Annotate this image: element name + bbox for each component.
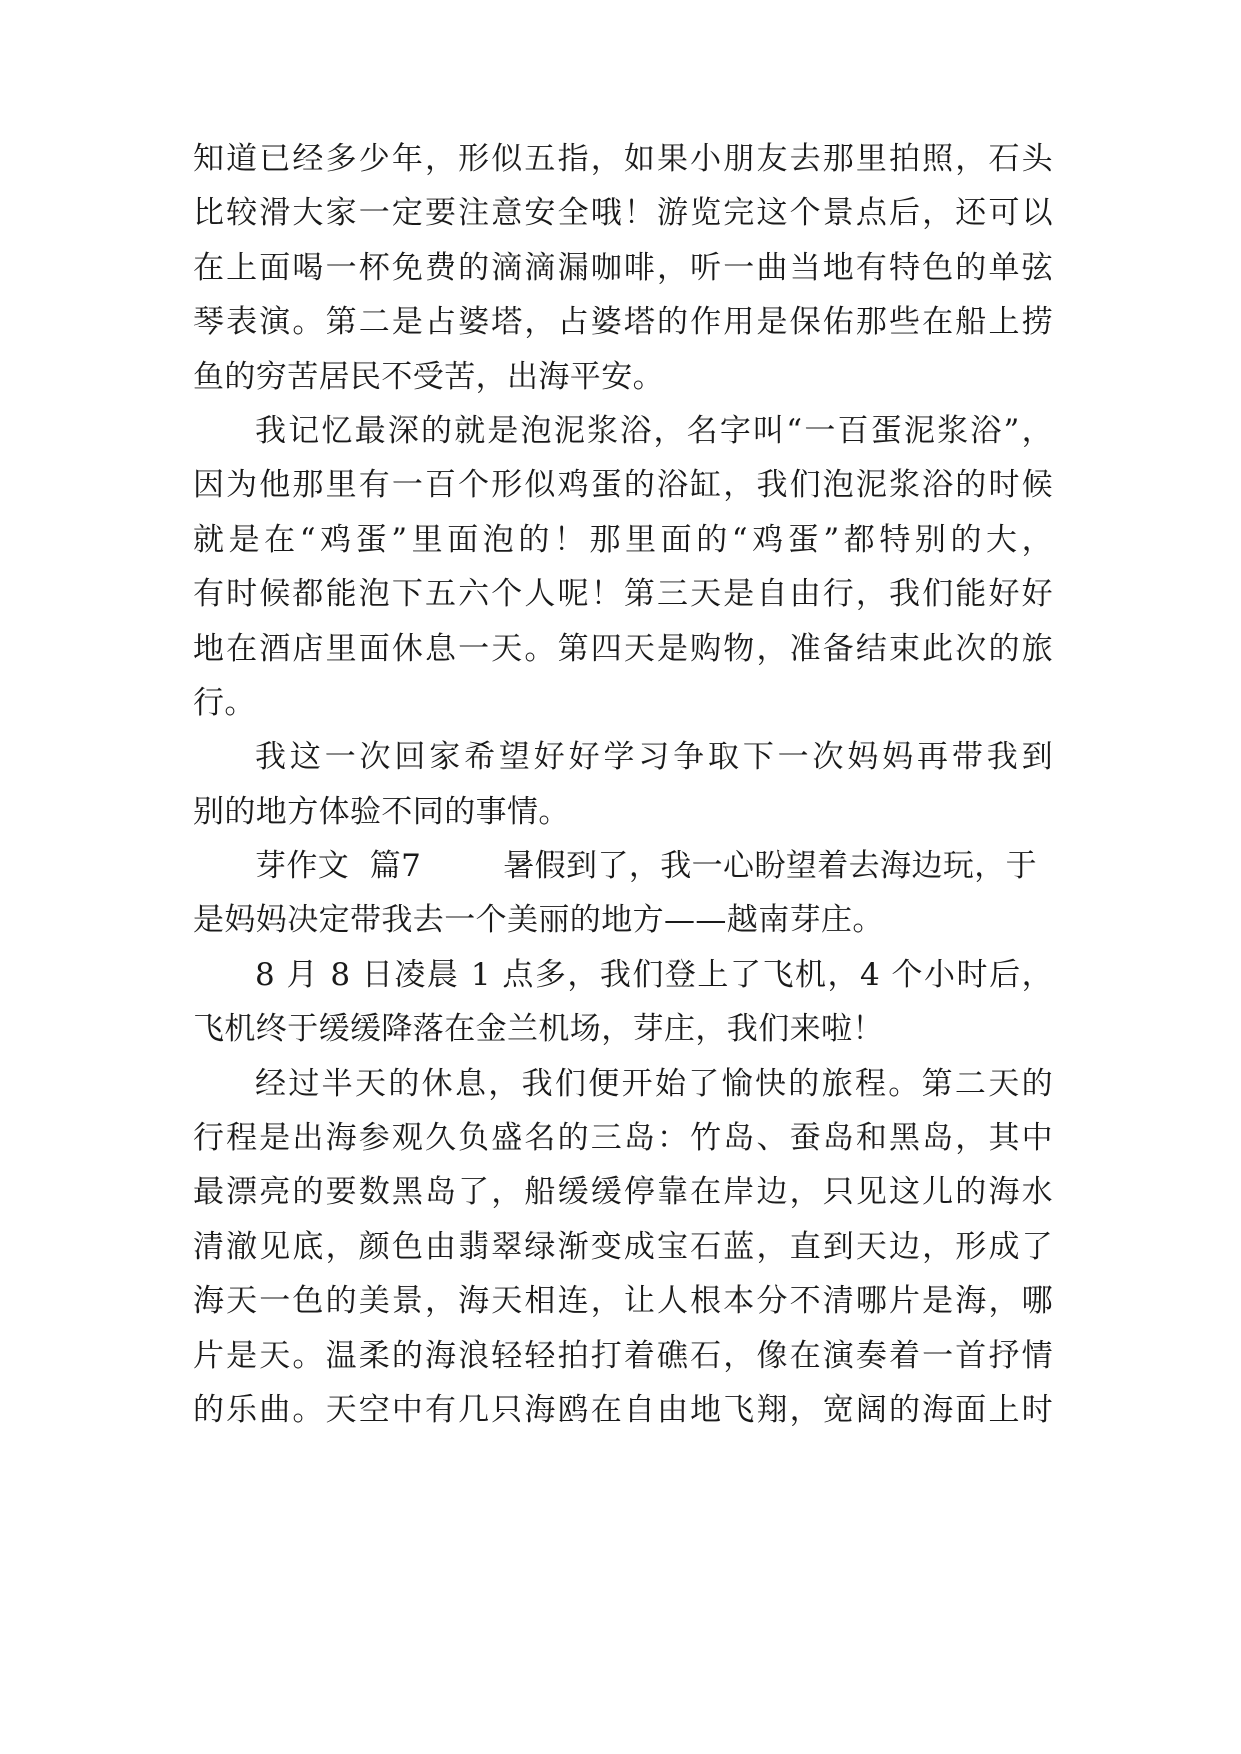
document-body <box>193 132 1053 1437</box>
text-line: 知道已经多少年，形似五指，如果小朋友去那里拍照，石头 <box>193 141 1053 177</box>
text-line: 鱼的穷苦居民不受苦，出海平安。 <box>193 358 664 395</box>
text-line: 比较滑大家一定要注意安全哦！游览完这个景点后，还可以 <box>193 195 1053 232</box>
text-line: 因为他那里有一百个形似鸡蛋的浴缸，我们泡泥浆浴的时候 <box>193 467 1053 504</box>
text-line: 海天一色的美景，海天相连，让人根本分不清哪片是海，哪 <box>193 1283 1053 1320</box>
text-line: 的乐曲。天空中有几只海鸥在自由地飞翔，宽阔的海面上时 <box>193 1391 1053 1428</box>
text-line: 地在酒店里面休息一天。第四天是购物，准备结束此次的旅 <box>193 630 1053 667</box>
text-line: 飞机终于缓缓降落在金兰机场，芽庄，我们来啦！ <box>193 1011 884 1048</box>
text-line: 行。 <box>193 684 256 721</box>
text-line: 在上面喝一杯免费的滴滴漏咖啡，听一曲当地有特色的单弦 <box>193 249 1053 286</box>
text-line: 片是天。温柔的海浪轻轻拍打着礁石，像在演奏着一首抒情 <box>193 1337 1053 1374</box>
text-line: 就是在“鸡蛋”里面泡的！那里面的“鸡蛋”都特别的大， <box>193 521 1053 558</box>
text-line: 琴表演。第二是占婆塔，占婆塔的作用是保佑那些在船上捞 <box>193 304 1053 341</box>
text-line: 我记忆最深的就是泡泥浆浴，名字叫“一百蛋泥浆浴”， <box>255 412 1053 449</box>
text-line: 是妈妈决定带我去一个美丽的地方——越南芽庄。 <box>193 902 884 939</box>
text-line: 芽作文 篇7 暑假到了，我一心盼望着去海边玩，于 <box>255 848 1038 885</box>
text-line: 行程是出海参观久负盛名的三岛：竹岛、蚕岛和黑岛，其中 <box>193 1120 1053 1157</box>
text-line: 最漂亮的要数黑岛了，船缓缓停靠在岸边，只见这儿的海水 <box>193 1174 1053 1211</box>
text-line: 别的地方体验不同的事情。 <box>193 793 570 830</box>
text-line: 经过半天的休息，我们便开始了愉快的旅程。第二天的 <box>255 1065 1053 1102</box>
text-line: 有时候都能泡下五六个人呢！第三天是自由行，我们能好好 <box>193 576 1053 613</box>
text-line: 清澈见底，颜色由翡翠绿渐变成宝石蓝，直到天边，形成了 <box>193 1228 1053 1265</box>
text-line: 我这一次回家希望好好学习争取下一次妈妈再带我到 <box>255 739 1053 776</box>
text-line: 8 月 8 日凌晨 1 点多，我们登上了飞机，4 个小时后， <box>255 956 1053 993</box>
